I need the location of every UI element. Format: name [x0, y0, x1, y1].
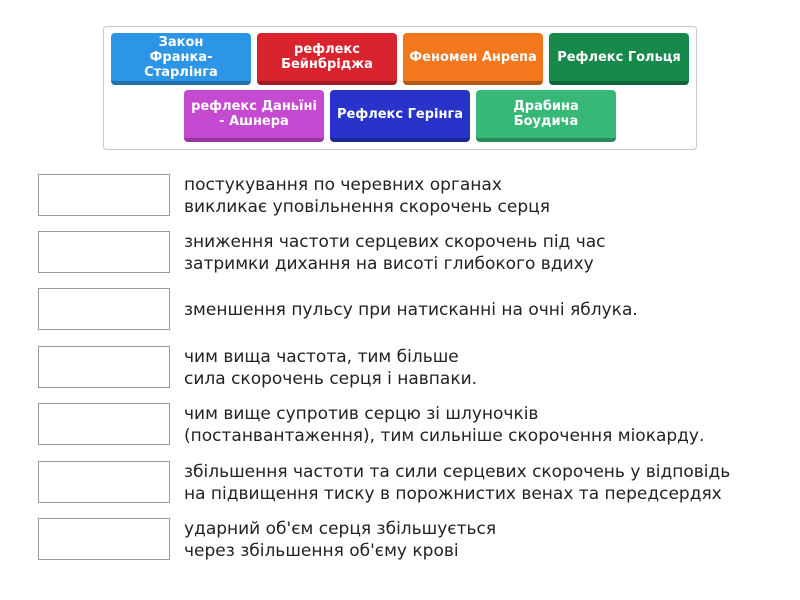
drop-zone-1[interactable] — [38, 174, 170, 216]
tile-bowditch-staircase[interactable]: Драбина Боудича — [476, 90, 616, 142]
answer-bank — [103, 26, 697, 150]
drop-zone-3[interactable] — [38, 288, 170, 330]
tile-hering-reflex[interactable]: Рефлекс Герінга — [330, 90, 470, 142]
description-1: постукування по черевних органах викликає уповільнення скорочень серця — [184, 175, 550, 217]
drop-zone-6[interactable] — [38, 461, 170, 503]
drop-zone-2[interactable] — [38, 231, 170, 273]
drop-zone-5[interactable] — [38, 403, 170, 445]
tile-goltz-reflex[interactable]: Рефлекс Гольця — [549, 33, 689, 85]
description-4: чим вища частота, тим більше сила скорочень серця і навпаки. — [184, 347, 478, 389]
description-2: зниження частоти серцевих скорочень під час затримки дихання на висоті глибокого вдиху — [184, 232, 606, 274]
description-6: збільшення частоти та сили серцевих скорочень у відповідь на підвищення тиску в порожнистих венах та передсердях — [184, 462, 731, 504]
match-row-4 — [38, 346, 778, 390]
description-7: ударний об'єм серця збільшується через збільшення об'єму крові — [184, 519, 497, 561]
tile-frank-starling[interactable]: Закон Франка-Старлінга — [111, 33, 251, 85]
description-3: зменшення пульсу при натисканні на очні яблука. — [184, 300, 638, 320]
drop-zone-4[interactable] — [38, 346, 170, 388]
tile-danini-ashner-reflex[interactable]: рефлекс Даньїні - Ашнера — [184, 90, 324, 142]
match-row-6 — [38, 461, 778, 505]
match-row-7 — [38, 518, 778, 562]
match-row-3 — [38, 288, 778, 332]
drop-zone-7[interactable] — [38, 518, 170, 560]
description-5: чим вище супротив серцю зі шлуночків (постанвантаження), тим сильніше скорочення міокарду. — [184, 404, 705, 446]
tile-bainbridge-reflex[interactable]: рефлекс Бейнбріджа — [257, 33, 397, 85]
match-row-2 — [38, 231, 778, 275]
match-row-5 — [38, 403, 778, 447]
match-row-1 — [38, 174, 778, 218]
tile-anrep-phenomenon[interactable]: Феномен Анрепа — [403, 33, 543, 85]
